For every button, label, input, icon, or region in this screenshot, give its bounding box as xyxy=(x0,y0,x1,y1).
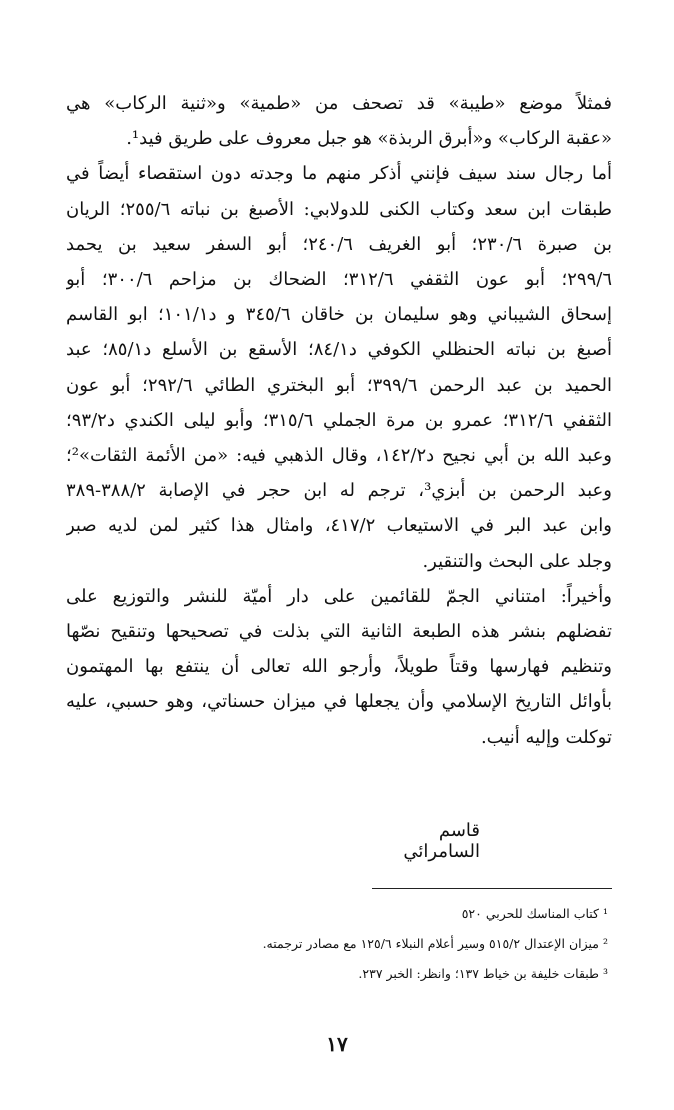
text-line: توكلت وإليه أنيب. xyxy=(480,726,612,748)
text-line: الثقفي ٣١٢/٦؛ عمرو بن مرة الجملي ٣١٥/٦؛ وأبو ليلى الكندي د٩٣/٢؛ xyxy=(66,409,612,431)
author-signature: قاسم السامرائي xyxy=(403,820,480,862)
body-text xyxy=(66,86,612,755)
text-line: بأوائل التاريخ الإسلامي وأن يجعلها في ميزان حسناتي، وهو حسبي، عليه xyxy=(66,691,612,713)
text-line: وعبد الله بن أبي نجيح د١٤٢/٢، وقال الذهبي فيه: «من الأئمة الثقات»²؛ xyxy=(66,445,612,467)
text-line: وجلد على البحث والتنقير. xyxy=(422,550,612,572)
text-line: وتنظيم فهارسها وقتاً طويلاً، وأرجو الله تعالى أن ينتفع بها المهتمون xyxy=(66,656,612,678)
text-line: أصبغ بن نباته الحنظلي الكوفي د٨٤/١؛ الأسقع بن الأسلع د٨٥/١؛ عبد xyxy=(66,339,612,361)
text-line: الحميد بن عبد الرحمن ٣٩٩/٦؛ أبو البختري الطائي ٢٩٢/٦؛ أبو عون xyxy=(66,374,612,396)
text-line: وابن عبد البر في الاستيعاب ٤١٧/٢، وامثال هذا كثير لمن لديه صبر xyxy=(66,515,612,537)
footnote-divider xyxy=(372,888,612,889)
text-line: وعبد الرحمن بن أبزي³، ترجم له ابن حجر في الإصابة ٣٨٨/٢-٣٨٩ xyxy=(66,480,612,502)
text-line: ٢٩٩/٦؛ أبو عون الثقفي ٣١٢/٦؛ الضحاك بن مزاحم ٣٠٠/٦؛ أبو xyxy=(66,269,612,291)
footnote-1: ¹ كتاب المناسك للحربي ٥٢٠ xyxy=(461,906,608,921)
text-line: أما رجال سند سيف فإنني أذكر منهم ما وجدته دون استقصاء أيضاً في xyxy=(66,163,612,185)
text-line: إسحاق الشيباني وهو سليمان بن خاقان ٣٤٥/٦ و د١٠١/١؛ ابو القاسم xyxy=(66,304,612,326)
text-line: تفضلهم بنشر هذه الطبعة الثانية التي بذلت في تصحيحها وتنقيح نصّها xyxy=(66,621,612,643)
text-line: «عقبة الركاب» و«أبرق الربذة» هو جبل معروف على طريق فيد¹. xyxy=(126,128,612,150)
page-number: ١٧ xyxy=(326,1032,348,1056)
footnote-3: ³ طبقات خليفة بن خياط ١٣٧؛ وانظر: الخبر ٢٣٧. xyxy=(358,966,608,981)
text-line: فمثلاً موضع «طيبة» قد تصحف من «طمية» و«ثنية الركاب» هي xyxy=(66,93,612,114)
text-line: طبقات ابن سعد وكتاب الكنى للدولابي: الأصبغ بن نباته ٢٥٥/٦؛ الريان xyxy=(66,198,612,220)
text-line: وأخيراً: امتناني الجمّ للقائمين على دار أميّة للنشر والتوزيع على xyxy=(66,585,612,607)
text-line: بن صبرة ٢٣٠/٦؛ أبو الغريف ٢٤٠/٦؛ أبو السفر سعيد بن يحمد xyxy=(66,233,612,255)
footnote-2: ² ميزان الإعتدال ٥١٥/٢ وسير أعلام النبلاء ١٢٥/٦ مع مصادر ترجمته. xyxy=(262,936,608,951)
